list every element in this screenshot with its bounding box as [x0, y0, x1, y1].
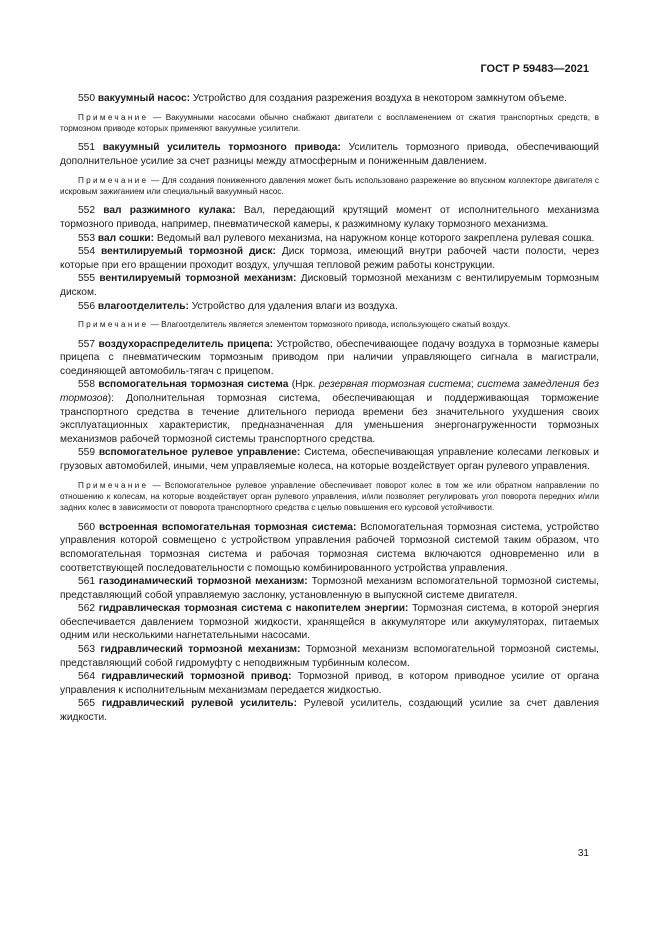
document-body: [60, 92, 599, 725]
term: вентилируемый тормозной диск:: [101, 246, 276, 258]
entry-564: 564 гидравлический тормозной привод: Тормозной привод, в котором приводное усилие от органа управления к исполнительным механизмам передается жидкостью.: [60, 671, 599, 696]
term: гидравлический тормозной привод:: [101, 671, 292, 683]
term: встроенная вспомогательная тормозная система:: [99, 521, 357, 533]
term: воздухораспределитель прицепа:: [98, 338, 274, 350]
term: вал сошки:: [97, 232, 155, 244]
term: гидравлический рулевой усилитель:: [101, 698, 297, 710]
entry-558: 558 вспомогательная тормозная система (Нрк. резервная тормозная система; система замедления без тормозов): Дополнительная тормозная система, обеспечивающая и поддерживающая торможение транспортного средства в течение длительного периода времени без значительного ухудшения своих эксплуатационных характеристик, предназначенная для уменьшения энергонагруженности тормозных механизмов рабочей тормозной системы транспортного средства.: [60, 379, 599, 445]
term: вспомогательное рулевое управление:: [98, 447, 301, 459]
entry-559: 559 вспомогательное рулевое управление: Система, обеспечивающая управление колесами легковых и грузовых автомобилей, иными, чем управляемые колеса, на которые воздействует орган рулевого управления.: [60, 447, 599, 472]
entry-563: 563 гидравлический тормозной механизм: Тормозной механизм вспомогательной тормозной системы, представляющий собой гидромуфту с неподвижным турбинным колесом.: [60, 644, 599, 669]
entry-552: 552 вал разжимного кулака: Вал, передающий крутящий момент от исполнительного механизма тормозного привода, например, пневматической камеры, к разжимному кулаку тормозного механизма.: [60, 205, 599, 230]
term: влагоотделитель:: [97, 300, 189, 312]
entry-560: 560 встроенная вспомогательная тормозная система: Вспомогательная тормозная система, устройство управления которой совмещено с устройством управления рабочей тормозной системой таким образом, что вспомогательная тормозная система и рабочая тормозная система включаются одновременно или в соответствующей последовательности с помощью комбинированного устройства управления.: [60, 521, 599, 574]
term: вспомогательная тормозная система: [98, 379, 289, 391]
term: вакуумный насос:: [97, 93, 191, 104]
note: Примечание — Вспомогательное рулевое управление обеспечивает поворот колес в том же или обратном направлении по отношению к колесам, на которые воздействует орган рулевого управления, и/или позволяет регулировать угол поворота передних и/или задних колес в зависимости от поворота транспортного средства с целью повышения его курсовой устойчивости.: [60, 480, 599, 513]
entry-556: 556 влагоотделитель: Устройство для удаления влаги из воздуха.: [78, 300, 398, 312]
entry-557: 557 воздухораспределитель прицепа: Устройство, обеспечивающее подачу воздуха в тормозные камеры прицепа с пневматическим тормозным приводом при наличии управляющего сигнала в магистрали, соединяющей автомобиль-тягач с прицепом.: [60, 338, 599, 377]
entry-554: 554 вентилируемый тормозной диск: Диск тормоза, имеющий внутри рабочей части полости, через которые при его вращении проходит воздух, улучшая тепловой режим работы конструкции.: [60, 246, 599, 271]
entry-565: 565 гидравлический рулевой усилитель: Рулевой усилитель, создающий усилие за счет давления жидкости.: [60, 698, 599, 724]
note: Примечание — Влагоотделитель является элементом тормозного привода, использующего сжатый воздух.: [78, 320, 511, 330]
entry-550: 550 вакуумный насос: Устройство для создания разрежения воздуха в некотором замкнутом объеме.: [78, 93, 567, 104]
term: газодинамический тормозной механизм:: [98, 576, 308, 588]
term: гидравлический тормозной механизм:: [100, 644, 301, 656]
entry-561: 561 газодинамический тормозной механизм: Тормозной механизм вспомогательной тормозной системы, представляющий собой управляемую заслонку, установленную в выпускной системе двигателя.: [60, 576, 599, 601]
term: вентилируемый тормозной механизм:: [99, 273, 297, 285]
term: вал разжимного кулака:: [103, 205, 236, 217]
document-header: ГОСТ Р 59483—2021: [480, 63, 589, 75]
term: вакуумный усилитель тормозного привода:: [102, 142, 341, 154]
note: Примечание — Вакуумными насосами обычно снабжают двигатели с воспламенением от сжатия транспортных средств, в тормозном приводе которых применяют вакуумные усилители.: [60, 112, 599, 133]
entry-551: 551 вакуумный усилитель тормозного привода: Усилитель тормозного привода, обеспечивающий дополнительное усилие за счет разницы между атмосферным и пониженным давлением.: [60, 142, 599, 167]
page-number: 31: [577, 848, 589, 859]
entry-562: 562 гидравлическая тормозная система с накопителем энергии: Тормозная система, в которой энергия обеспечивается давлением тормозной жидкости, хранящейся в аккумуляторе или аккумуляторах, питаемых одним или несколькими нагнетательными насосами.: [60, 603, 599, 642]
term: гидравлическая тормозная система с накопителем энергии:: [98, 603, 409, 615]
entry-555: 555 вентилируемый тормозной механизм: Дисковый тормозной механизм с вентилируемым тормозным диском.: [60, 273, 599, 298]
entry-553: 553 вал сошки: Ведомый вал рулевого механизма, на наружном конце которого закреплена рулевая сошка.: [78, 232, 595, 244]
note: Примечание — Для создания пониженного давления может быть использовано разрежение во впускном коллекторе двигателя с искровым зажиганием или специальный вакуумный насос.: [60, 175, 599, 196]
